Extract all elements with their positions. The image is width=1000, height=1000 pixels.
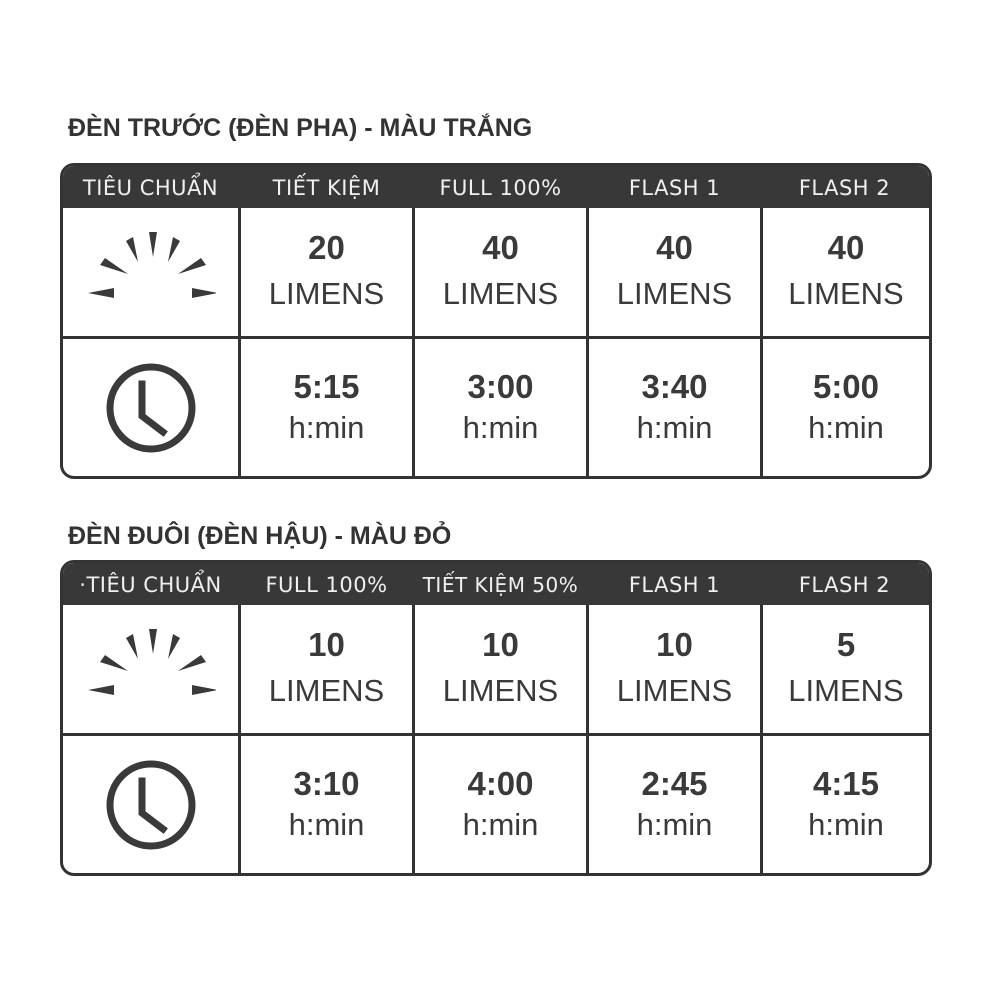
header-mode-4: FLASH 2 (798, 176, 891, 200)
runtime-row (63, 736, 929, 873)
runtime-unit: h:min (462, 409, 539, 445)
header-mode-3: FLASH 1 (628, 176, 721, 200)
lumen-unit: LIMENS (788, 673, 904, 708)
runtime-unit: h:min (288, 806, 365, 842)
lumen-value: 10 (656, 626, 693, 663)
brightness-icon-cell (63, 605, 238, 733)
brightness-cell (415, 208, 586, 336)
clock-icon (103, 360, 199, 456)
header-standard: ·TIÊU CHUẨN (79, 573, 222, 597)
front-light-title: ĐÈN TRƯỚC (ĐÈN PHA) - MÀU TRẮNG (68, 114, 533, 142)
column-divider (238, 605, 241, 873)
runtime-unit: h:min (636, 806, 713, 842)
lumen-unit: LIMENS (268, 276, 385, 311)
rear-light-spec-table (60, 560, 932, 876)
runtime-value: 3:10 (293, 764, 360, 802)
runtime-value: 5:15 (293, 367, 360, 405)
brightness-row (63, 605, 929, 736)
runtime-unit: h:min (288, 409, 365, 445)
runtime-unit: h:min (808, 806, 884, 842)
header-mode-3: FLASH 1 (628, 573, 721, 597)
column-divider (238, 208, 241, 476)
runtime-row (63, 339, 929, 476)
lumen-value: 40 (827, 229, 865, 266)
column-divider (412, 208, 415, 476)
rear-light-title: ĐÈN ĐUÔI (ĐÈN HẬU) - MÀU ĐỎ (68, 522, 452, 550)
runtime-value: 3:00 (467, 367, 534, 405)
runtime-cell (241, 736, 412, 873)
lumen-unit: LIMENS (788, 276, 904, 311)
header-mode-2: FULL 100% (439, 176, 562, 200)
runtime-cell (763, 339, 929, 476)
runtime-cell (415, 736, 586, 873)
sun-rays-icon (86, 227, 216, 317)
runtime-cell (589, 339, 760, 476)
runtime-cell (241, 339, 412, 476)
table-header (63, 563, 929, 605)
clock-icon (103, 757, 199, 853)
lumen-value: 10 (308, 626, 345, 663)
brightness-cell (589, 208, 760, 336)
runtime-value: 4:15 (812, 764, 880, 802)
runtime-unit: h:min (462, 806, 539, 842)
brightness-cell (763, 605, 929, 733)
lumen-unit: LIMENS (616, 276, 733, 311)
table-header (63, 166, 929, 208)
brightness-row (63, 208, 929, 339)
lumen-value: 20 (308, 229, 345, 266)
runtime-cell (589, 736, 760, 873)
lumen-unit: LIMENS (442, 276, 559, 311)
header-mode-2: TIẾT KIỆM 50% (422, 573, 579, 597)
brightness-cell (763, 208, 929, 336)
lumen-unit: LIMENS (268, 673, 385, 708)
column-divider (760, 605, 763, 873)
lumen-value: 5 (836, 626, 856, 663)
header-mode-1: TIẾT KIỆM (272, 176, 381, 200)
column-divider (586, 605, 589, 873)
header-mode-4: FLASH 2 (798, 573, 891, 597)
lumen-unit: LIMENS (442, 673, 559, 708)
lumen-value: 10 (482, 626, 519, 663)
runtime-icon-cell (63, 339, 238, 476)
runtime-icon-cell (63, 736, 238, 873)
runtime-value: 5:00 (812, 367, 880, 405)
lumen-value: 40 (656, 229, 693, 266)
column-divider (586, 208, 589, 476)
runtime-unit: h:min (636, 409, 713, 445)
runtime-unit: h:min (808, 409, 884, 445)
runtime-cell (415, 339, 586, 476)
front-light-spec-table (60, 163, 932, 479)
brightness-cell (589, 605, 760, 733)
sun-rays-icon (86, 624, 216, 714)
runtime-value: 3:40 (641, 367, 708, 405)
brightness-icon-cell (63, 208, 238, 336)
lumen-unit: LIMENS (616, 673, 733, 708)
column-divider (760, 208, 763, 476)
header-standard: TIÊU CHUẨN (82, 176, 219, 200)
brightness-cell (241, 208, 412, 336)
brightness-cell (241, 605, 412, 733)
column-divider (412, 605, 415, 873)
brightness-cell (415, 605, 586, 733)
runtime-cell (763, 736, 929, 873)
header-mode-1: FULL 100% (265, 573, 388, 597)
lumen-value: 40 (482, 229, 519, 266)
runtime-value: 2:45 (641, 764, 708, 802)
runtime-value: 4:00 (467, 764, 534, 802)
